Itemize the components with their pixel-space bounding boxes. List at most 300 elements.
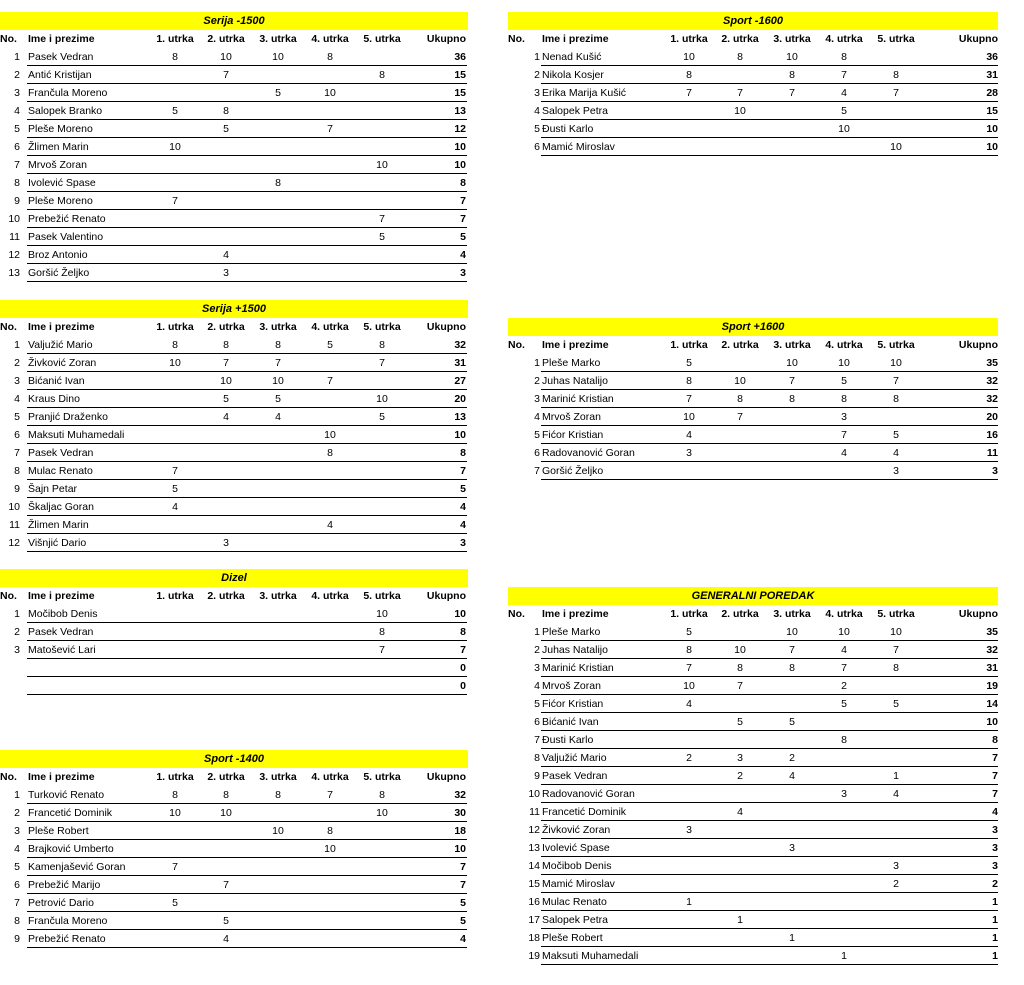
competitor-name: Goršić Željko — [28, 267, 90, 279]
header-total: Ukupno — [426, 321, 466, 333]
race-4-points: 5 — [841, 375, 847, 387]
competitor-name: Francetić Dominik — [542, 806, 627, 818]
row-number: 10 — [528, 788, 540, 800]
competitor-name: Mamić Miroslav — [542, 878, 615, 890]
table-row — [508, 66, 998, 84]
race-3-points: 3 — [789, 842, 795, 854]
race-2-points: 1 — [737, 914, 743, 926]
header-race-2: 2. utrka — [207, 590, 245, 602]
row-number: 13 — [528, 842, 540, 854]
race-3-points: 8 — [275, 339, 281, 351]
row-number: 17 — [528, 914, 540, 926]
race-4-points: 7 — [841, 429, 847, 441]
row-number: 1 — [14, 608, 20, 620]
race-4-points: 8 — [841, 734, 847, 746]
total-points: 10 — [986, 141, 998, 153]
race-5-points: 7 — [893, 644, 899, 656]
row-number: 9 — [14, 483, 20, 495]
competitor-name: Fićor Kristian — [542, 429, 604, 441]
table-row — [0, 372, 468, 390]
row-number: 10 — [8, 501, 20, 513]
competitor-name: Matošević Lari — [28, 644, 96, 656]
table-sport-minus-1400 — [0, 750, 468, 948]
competitor-name: Pasek Vedran — [28, 447, 94, 459]
race-1-points: 5 — [686, 626, 692, 638]
competitor-name: Živković Zoran — [28, 357, 97, 369]
header-name: Ime i prezime — [542, 608, 609, 620]
row-number: 3 — [14, 375, 20, 387]
race-3-points: 8 — [789, 393, 795, 405]
row-number: 12 — [8, 537, 20, 549]
race-2-points: 8 — [737, 393, 743, 405]
total-points: 3 — [992, 860, 998, 872]
competitor-name: Ivolević Spase — [28, 177, 96, 189]
table-row — [0, 120, 468, 138]
table-row — [508, 731, 998, 749]
race-4-points: 10 — [324, 429, 336, 441]
race-2-points: 5 — [223, 393, 229, 405]
table-title: Sport -1400 — [0, 750, 468, 768]
race-3-points: 4 — [789, 770, 795, 782]
total-points: 27 — [454, 375, 466, 387]
row-number: 11 — [9, 231, 20, 243]
competitor-name: Mrvoš Zoran — [542, 680, 601, 692]
race-3-points: 4 — [275, 411, 281, 423]
table-row — [0, 623, 468, 641]
header-no: No. — [508, 608, 525, 620]
race-3-points: 7 — [789, 375, 795, 387]
race-5-points: 10 — [890, 626, 902, 638]
table-row — [0, 156, 468, 174]
race-4-points: 4 — [327, 519, 333, 531]
row-number: 5 — [534, 698, 540, 710]
row-number: 7 — [14, 897, 20, 909]
row-number: 8 — [14, 915, 20, 927]
competitor-name: Frančula Moreno — [28, 87, 108, 99]
race-1-points: 8 — [172, 339, 178, 351]
table-header-row — [0, 587, 468, 605]
race-1-points: 7 — [172, 861, 178, 873]
race-5-points: 8 — [379, 339, 385, 351]
total-points: 5 — [460, 897, 466, 909]
row-number: 6 — [534, 716, 540, 728]
race-2-points: 7 — [223, 69, 229, 81]
total-points: 4 — [460, 249, 466, 261]
total-points: 20 — [986, 411, 998, 423]
race-5-points: 2 — [893, 878, 899, 890]
header-race-1: 1. utrka — [670, 608, 708, 620]
race-4-points: 7 — [841, 69, 847, 81]
competitor-name: Nikola Kosjer — [542, 69, 604, 81]
race-4-points: 8 — [327, 447, 333, 459]
competitor-name: Pasek Vedran — [542, 770, 608, 782]
row-number: 7 — [14, 447, 20, 459]
row-number: 3 — [534, 662, 540, 674]
table-row — [508, 84, 998, 102]
race-5-points: 8 — [379, 69, 385, 81]
table-row — [508, 893, 998, 911]
race-5-points: 5 — [379, 231, 385, 243]
competitor-name: Ivolević Spase — [542, 842, 610, 854]
header-race-5: 5. utrka — [877, 339, 915, 351]
row-underline — [541, 964, 998, 965]
total-points: 7 — [992, 788, 998, 800]
race-5-points: 5 — [893, 429, 899, 441]
header-race-1: 1. utrka — [156, 590, 194, 602]
competitor-name: Valjužić Mario — [542, 752, 607, 764]
race-1-points: 5 — [172, 483, 178, 495]
race-3-points: 5 — [275, 87, 281, 99]
competitor-name: Višnjić Dario — [28, 537, 87, 549]
race-2-points: 4 — [223, 249, 229, 261]
header-total: Ukupno — [426, 771, 466, 783]
row-number: 3 — [14, 825, 20, 837]
header-race-4: 4. utrka — [311, 321, 349, 333]
table-header-row — [0, 318, 468, 336]
table-title: Serija +1500 — [0, 300, 468, 318]
header-race-2: 2. utrka — [207, 771, 245, 783]
header-no: No. — [0, 33, 17, 45]
row-number: 15 — [528, 878, 540, 890]
header-name: Ime i prezime — [28, 771, 95, 783]
race-2-points: 10 — [734, 644, 746, 656]
table-row — [0, 677, 468, 695]
race-3-points: 10 — [786, 51, 798, 63]
table-row — [508, 713, 998, 731]
race-3-points: 10 — [786, 357, 798, 369]
competitor-name: Salopek Branko — [28, 105, 103, 117]
race-4-points: 8 — [327, 51, 333, 63]
table-row — [0, 930, 468, 948]
total-points: 3 — [992, 465, 998, 477]
row-number: 11 — [9, 519, 20, 531]
header-no: No. — [0, 321, 17, 333]
table-row — [0, 192, 468, 210]
total-points: 8 — [460, 626, 466, 638]
competitor-name: Valjužić Mario — [28, 339, 93, 351]
row-number: 3 — [534, 87, 540, 99]
header-name: Ime i prezime — [542, 33, 609, 45]
competitor-name: Močibob Denis — [28, 608, 98, 620]
row-number: 4 — [14, 843, 20, 855]
race-1-points: 5 — [172, 897, 178, 909]
row-number: 2 — [14, 626, 20, 638]
total-points: 32 — [454, 789, 466, 801]
total-points: 1 — [992, 896, 998, 908]
table-row — [508, 911, 998, 929]
race-5-points: 5 — [893, 698, 899, 710]
race-5-points: 10 — [890, 357, 902, 369]
competitor-name: Maksuti Muhamedali — [542, 950, 639, 962]
row-number: 11 — [529, 806, 540, 818]
competitor-name: Bićanić Ivan — [28, 375, 85, 387]
header-race-1: 1. utrka — [156, 771, 194, 783]
race-1-points: 10 — [683, 680, 695, 692]
competitor-name: Erika Marija Kušić — [542, 87, 627, 99]
table-serija-minus-1500 — [0, 12, 468, 282]
total-points: 0 — [460, 662, 466, 674]
race-2-points: 3 — [737, 752, 743, 764]
header-race-3: 3. utrka — [773, 608, 811, 620]
race-2-points: 7 — [737, 87, 743, 99]
table-row — [0, 228, 468, 246]
race-2-points: 10 — [220, 375, 232, 387]
header-race-4: 4. utrka — [825, 33, 863, 45]
table-row — [0, 444, 468, 462]
row-number: 6 — [534, 141, 540, 153]
row-number: 2 — [534, 375, 540, 387]
race-5-points: 1 — [893, 770, 899, 782]
row-number: 9 — [14, 933, 20, 945]
table-row — [508, 875, 998, 893]
competitor-name: Pleše Moreno — [28, 195, 93, 207]
table-row — [0, 641, 468, 659]
table-header-row — [508, 605, 998, 623]
competitor-name: Marinić Kristian — [542, 393, 614, 405]
total-points: 7 — [460, 861, 466, 873]
competitor-name: Šajn Petar — [28, 483, 78, 495]
competitor-name: Pleše Robert — [28, 825, 89, 837]
row-number: 7 — [534, 465, 540, 477]
table-row — [508, 947, 998, 965]
race-4-points: 7 — [327, 789, 333, 801]
row-number: 6 — [534, 447, 540, 459]
total-points: 5 — [460, 483, 466, 495]
header-race-4: 4. utrka — [311, 771, 349, 783]
race-2-points: 3 — [223, 267, 229, 279]
total-points: 32 — [454, 339, 466, 351]
race-3-points: 7 — [275, 357, 281, 369]
competitor-name: Škaljac Goran — [28, 501, 94, 513]
row-number: 10 — [8, 213, 20, 225]
table-row — [508, 695, 998, 713]
header-race-2: 2. utrka — [721, 608, 759, 620]
race-2-points: 8 — [223, 105, 229, 117]
race-2-points: 10 — [734, 105, 746, 117]
table-row — [508, 462, 998, 480]
race-4-points: 10 — [838, 123, 850, 135]
race-1-points: 10 — [169, 357, 181, 369]
header-total: Ukupno — [958, 608, 998, 620]
competitor-name: Antić Kristijan — [28, 69, 92, 81]
race-3-points: 10 — [272, 375, 284, 387]
competitor-name: Prebežić Renato — [28, 213, 106, 225]
row-number: 1 — [14, 789, 20, 801]
row-number: 3 — [534, 393, 540, 405]
total-points: 3 — [460, 267, 466, 279]
race-5-points: 10 — [376, 159, 388, 171]
total-points: 20 — [454, 393, 466, 405]
race-1-points: 7 — [172, 465, 178, 477]
row-number: 18 — [528, 932, 540, 944]
table-row — [508, 48, 998, 66]
table-row — [0, 354, 468, 372]
total-points: 5 — [460, 915, 466, 927]
total-points: 2 — [992, 878, 998, 890]
row-number: 1 — [14, 339, 20, 351]
table-row — [508, 102, 998, 120]
header-race-2: 2. utrka — [721, 339, 759, 351]
competitor-name: Kraus Dino — [28, 393, 80, 405]
table-header-row — [508, 336, 998, 354]
total-points: 10 — [454, 843, 466, 855]
race-4-points: 5 — [841, 105, 847, 117]
total-points: 15 — [454, 69, 466, 81]
total-points: 31 — [986, 69, 998, 81]
table-dizel — [0, 569, 468, 695]
table-sport-plus-1600 — [508, 318, 998, 480]
race-3-points: 8 — [789, 69, 795, 81]
race-1-points: 8 — [686, 375, 692, 387]
race-5-points: 3 — [893, 860, 899, 872]
table-row — [508, 821, 998, 839]
row-number: 4 — [14, 393, 20, 405]
table-row — [508, 354, 998, 372]
competitor-name: Radovanović Goran — [542, 447, 635, 459]
row-number: 13 — [8, 267, 20, 279]
competitor-name: Mulac Renato — [542, 896, 607, 908]
total-points: 35 — [986, 626, 998, 638]
competitor-name: Pasek Vedran — [28, 51, 94, 63]
row-underline — [541, 155, 998, 156]
race-4-points: 10 — [838, 357, 850, 369]
total-points: 36 — [454, 51, 466, 63]
header-race-3: 3. utrka — [259, 590, 297, 602]
race-2-points: 2 — [737, 770, 743, 782]
header-name: Ime i prezime — [28, 33, 95, 45]
table-row — [0, 786, 468, 804]
race-4-points: 10 — [324, 843, 336, 855]
header-no: No. — [0, 590, 17, 602]
table-row — [0, 858, 468, 876]
table-row — [0, 48, 468, 66]
race-1-points: 8 — [172, 789, 178, 801]
competitor-name: Pleše Robert — [542, 932, 603, 944]
row-number: 7 — [534, 734, 540, 746]
race-3-points: 10 — [786, 626, 798, 638]
competitor-name: Močibob Denis — [542, 860, 612, 872]
row-number: 5 — [14, 123, 20, 135]
total-points: 28 — [986, 87, 998, 99]
header-race-5: 5. utrka — [363, 590, 401, 602]
table-row — [0, 102, 468, 120]
race-4-points: 10 — [838, 626, 850, 638]
row-number: 3 — [14, 644, 20, 656]
table-row — [508, 929, 998, 947]
row-number: 1 — [534, 626, 540, 638]
table-title: GENERALNI POREDAK — [508, 587, 998, 605]
competitor-name: Salopek Petra — [542, 105, 608, 117]
race-2-points: 8 — [737, 662, 743, 674]
table-sport-minus-1600 — [508, 12, 998, 156]
row-number: 7 — [14, 159, 20, 171]
table-row — [508, 803, 998, 821]
table-row — [508, 426, 998, 444]
race-3-points: 1 — [789, 932, 795, 944]
total-points: 4 — [460, 933, 466, 945]
header-race-2: 2. utrka — [207, 321, 245, 333]
row-number: 8 — [534, 752, 540, 764]
race-5-points: 8 — [379, 789, 385, 801]
race-3-points: 2 — [789, 752, 795, 764]
header-race-1: 1. utrka — [670, 33, 708, 45]
table-row — [508, 623, 998, 641]
table-row — [0, 480, 468, 498]
competitor-name: Žlimen Marin — [28, 141, 89, 153]
row-underline — [27, 694, 467, 695]
row-number: 8 — [14, 465, 20, 477]
race-1-points: 8 — [172, 51, 178, 63]
race-5-points: 10 — [376, 807, 388, 819]
table-row — [508, 408, 998, 426]
race-2-points: 10 — [734, 375, 746, 387]
row-number: 4 — [534, 105, 540, 117]
total-points: 32 — [986, 375, 998, 387]
header-race-4: 4. utrka — [311, 590, 349, 602]
table-row — [0, 804, 468, 822]
total-points: 10 — [454, 141, 466, 153]
competitor-name: Đusti Karlo — [542, 123, 594, 135]
total-points: 15 — [986, 105, 998, 117]
race-1-points: 7 — [686, 662, 692, 674]
row-number: 5 — [534, 429, 540, 441]
race-5-points: 7 — [893, 87, 899, 99]
competitor-name: Kamenjašević Goran — [28, 861, 126, 873]
total-points: 10 — [454, 608, 466, 620]
race-1-points: 4 — [172, 501, 178, 513]
table-row — [0, 659, 468, 677]
race-2-points: 4 — [223, 411, 229, 423]
row-number: 2 — [534, 644, 540, 656]
race-4-points: 7 — [327, 123, 333, 135]
table-row — [0, 336, 468, 354]
race-3-points: 5 — [275, 393, 281, 405]
total-points: 7 — [460, 879, 466, 891]
row-number: 2 — [14, 69, 20, 81]
race-2-points: 5 — [223, 915, 229, 927]
competitor-name: Radovanović Goran — [542, 788, 635, 800]
race-4-points: 5 — [841, 698, 847, 710]
race-1-points: 3 — [686, 824, 692, 836]
race-2-points: 8 — [737, 51, 743, 63]
table-row — [0, 66, 468, 84]
table-row — [508, 659, 998, 677]
competitor-name: Mamić Miroslav — [542, 141, 615, 153]
row-number: 16 — [528, 896, 540, 908]
table-row — [0, 138, 468, 156]
race-4-points: 2 — [841, 680, 847, 692]
header-race-3: 3. utrka — [259, 33, 297, 45]
header-race-5: 5. utrka — [363, 321, 401, 333]
race-5-points: 5 — [379, 411, 385, 423]
row-number: 9 — [14, 195, 20, 207]
race-3-points: 8 — [789, 662, 795, 674]
row-number: 19 — [528, 950, 540, 962]
race-3-points: 7 — [789, 644, 795, 656]
header-race-2: 2. utrka — [721, 33, 759, 45]
competitor-name: Prebežić Renato — [28, 933, 106, 945]
table-row — [0, 894, 468, 912]
race-1-points: 7 — [686, 393, 692, 405]
header-race-5: 5. utrka — [363, 33, 401, 45]
competitor-name: Francetić Dominik — [28, 807, 113, 819]
competitor-name: Turković Renato — [28, 789, 105, 801]
competitor-name: Prebežić Marijo — [28, 879, 101, 891]
header-no: No. — [0, 771, 17, 783]
total-points: 30 — [454, 807, 466, 819]
competitor-name: Goršić Željko — [542, 465, 604, 477]
table-row — [0, 462, 468, 480]
